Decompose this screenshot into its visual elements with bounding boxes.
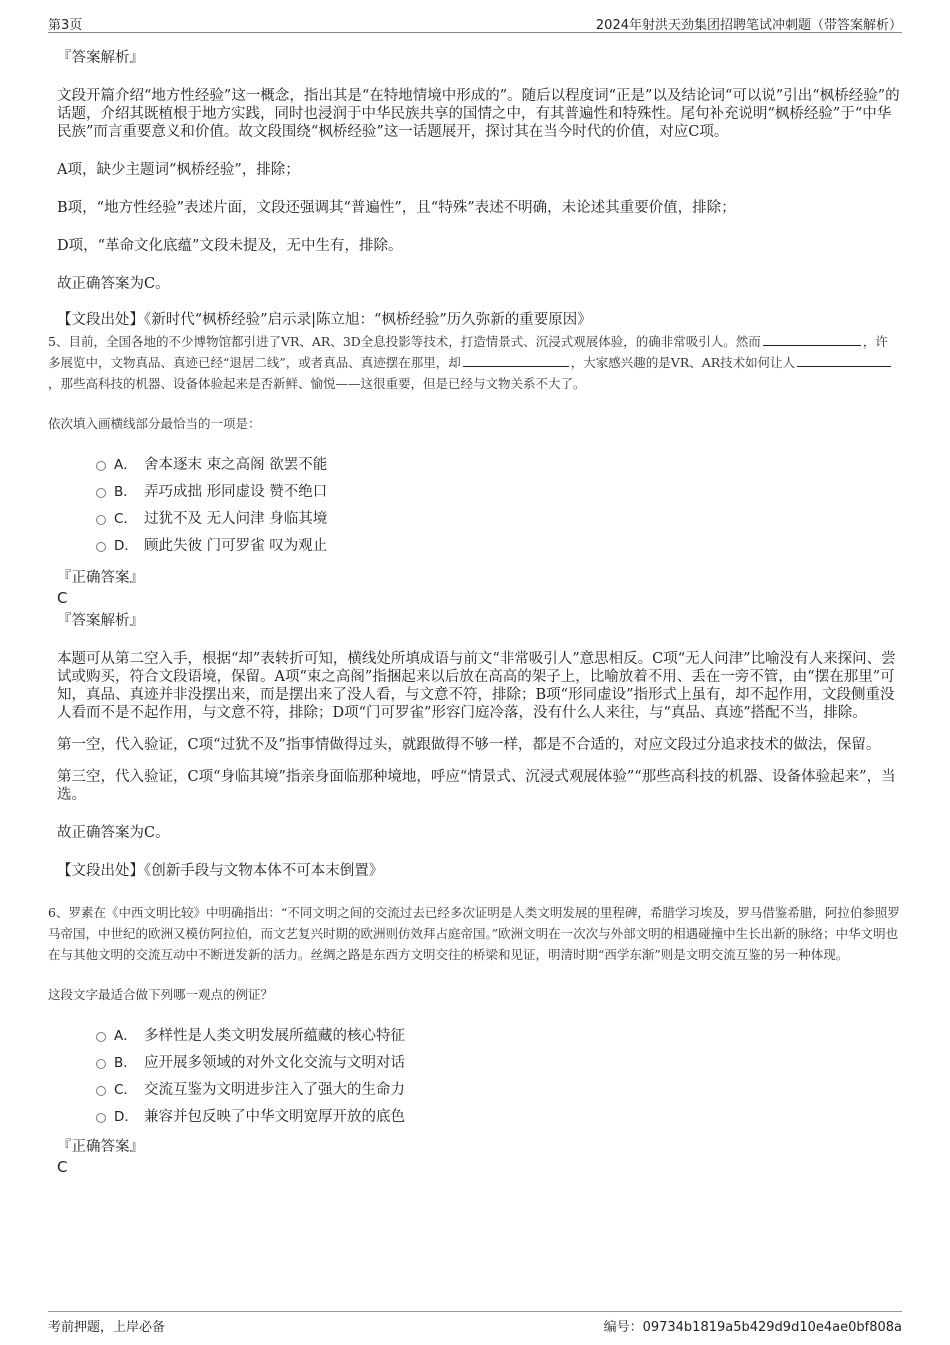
radio-icon[interactable] (96, 1086, 106, 1096)
option-key: A． (114, 457, 137, 473)
question-text-part: 5、目前，全国各地的不少博物馆都引进了VR、AR、3D全息投影等技术，打造情景式、沉浸式观展体验，的确非常吸引人。然而 (48, 334, 761, 349)
option-text: 舍本逐末 束之高阁 欲罢不能 (144, 457, 328, 473)
question-text (48, 331, 900, 394)
question-6 (48, 902, 900, 1176)
page-header (48, 12, 902, 33)
radio-icon[interactable] (96, 461, 106, 471)
option-d[interactable] (96, 533, 900, 560)
option-text: 应开展多领域的对外文化交流与文明对话 (144, 1055, 405, 1071)
option-text: 兼容并包反映了中华文明宽厚开放的底色 (144, 1109, 405, 1125)
correct-answer-label: 『正确答案』 (57, 1139, 144, 1155)
source-citation: 【文段出处】《创新手段与文物本体不可本末倒置》 (57, 863, 384, 879)
option-c[interactable] (96, 506, 900, 533)
option-key: D． (114, 1109, 138, 1125)
option-key: B． (114, 484, 137, 500)
option-text: 弄巧成拙 形同虚设 赞不绝口 (144, 484, 328, 500)
document-title: 2024年射洪天劲集团招聘笔试冲刺题（带答案解析） (595, 18, 902, 33)
footer-slogan: 考前押题，上岸必备 (48, 1320, 166, 1335)
analysis-paragraph: 第一空，代入验证，C项“过犹不及”指事情做得过头，就跟做得不够一样，都是不合适的，对应文段过分追求技术的做法，保留。 (57, 737, 881, 753)
analysis-paragraph: A项，缺少主题词“枫桥经验”，排除； (57, 162, 300, 178)
option-list (96, 1023, 900, 1131)
question-text-part: ，那些高科技的机器、设备体验起来是否新鲜、愉悦——这很重要，但是已经与文物关系不大了。 (48, 376, 586, 391)
analysis-paragraph: 文段开篇介绍“地方性经验”这一概念，指出其是“在特地情境中形成的”。随后以程度词“正是”以及结论词“可以说”引出“枫桥经验”的话题，介绍其既植根于地方实践，同时也浸润于中华民族共享的国情之中，有其普遍性和特殊性。尾句补充说明“枫桥经验”于“中华民族”而言重要意义和价值。故文段围绕“枫桥经验”这一话题展开，探讨其在当今时代的价值，对应C项。 (57, 88, 900, 140)
option-text: 过犹不及 无人问津 身临其境 (144, 511, 328, 527)
option-list (96, 452, 900, 560)
radio-icon[interactable] (96, 515, 106, 525)
question-text-part: ，大家感兴趣的是VR、AR技术如何让人 (570, 355, 796, 370)
question-prompt: 这段文字最适合做下列哪一观点的例证？ (48, 987, 274, 1002)
option-c[interactable] (96, 1077, 900, 1104)
correct-answer: C (57, 589, 68, 607)
option-text: 多样性是人类文明发展所蕴藏的核心特征 (144, 1028, 405, 1044)
page-number: 第3页 (48, 18, 83, 33)
analysis-paragraph: 第三空，代入验证，C项“身临其境”指亲身面临那种境地，呼应“情景式、沉浸式观展体验”“那些高科技的机器、设备体验起来”，当选。 (57, 769, 896, 803)
option-key: C． (114, 511, 137, 527)
analysis-paragraph: D项，“革命文化底蕴”文段未提及，无中生有，排除。 (57, 238, 403, 254)
analysis-label: 『答案解析』 (57, 50, 144, 66)
radio-icon[interactable] (96, 542, 106, 552)
option-key: C． (114, 1082, 137, 1098)
option-a[interactable] (96, 452, 900, 479)
document-id: 编号：09734b1819a5b429d9d10e4ae0bf808a (603, 1320, 902, 1335)
fill-blank-1 (763, 333, 861, 346)
correct-answer: C (57, 1158, 68, 1176)
question-prompt: 依次填入画横线部分最恰当的一项是： (48, 416, 261, 431)
option-d[interactable] (96, 1104, 900, 1131)
option-text: 顾此失彼 门可罗雀 叹为观止 (144, 538, 328, 554)
question-text-part: ，许多展览中，文物真品、真迹已经“退居二线”，或者真品、真迹摆在那里，却 (48, 334, 888, 370)
question-text: 6、罗素在《中西文明比较》中明确指出：“不同文明之间的交流过去已经多次证明是人类文明发展的里程碑，希腊学习埃及，罗马借鉴希腊，阿拉伯参照罗马帝国，中世纪的欧洲又模仿阿拉伯，而文艺复兴时期的欧洲则仿效拜占庭帝国。”欧洲文明在一次次与外部文明的相遇碰撞中生长出新的脉络；中华文明也在与其他文明的交流互动中不断迸发新的活力。丝绸之路是东西方文明交往的桥梁和见证，明清时期“西学东渐”则是文明交流互鉴的另一种体现。 (48, 905, 900, 962)
question-5 (48, 331, 900, 880)
option-key: D． (114, 538, 138, 554)
option-b[interactable] (96, 1050, 900, 1077)
radio-icon[interactable] (96, 488, 106, 498)
analysis-label: 『答案解析』 (57, 613, 144, 629)
source-citation: 【文段出处】《新时代“枫桥经验”启示录|陈立旭：“枫桥经验”历久弥新的重要原因》 (57, 312, 592, 328)
option-key: B． (114, 1055, 137, 1071)
page-content (48, 38, 900, 1176)
option-key: A． (114, 1028, 137, 1044)
answer-analysis-section-prev (48, 46, 900, 329)
analysis-paragraph: B项，“地方性经验”表述片面，文段还强调其“普遍性”，且“特殊”表述不明确，未论述其重要价值，排除； (57, 200, 736, 216)
option-a[interactable] (96, 1023, 900, 1050)
analysis-paragraph: 故正确答案为C。 (57, 825, 170, 841)
analysis-paragraph: 故正确答案为C。 (57, 276, 170, 292)
fill-blank-3 (797, 354, 891, 367)
radio-icon[interactable] (96, 1113, 106, 1123)
page-footer (48, 1311, 902, 1336)
radio-icon[interactable] (96, 1059, 106, 1069)
fill-blank-2 (463, 354, 569, 367)
radio-icon[interactable] (96, 1032, 106, 1042)
correct-answer-label: 『正确答案』 (57, 570, 144, 586)
option-text: 交流互鉴为文明进步注入了强大的生命力 (144, 1082, 405, 1098)
option-b[interactable] (96, 479, 900, 506)
analysis-paragraph: 本题可从第二空入手，根据“却”表转折可知，横线处所填成语与前文“非常吸引人”意思相反。C项“无人问津”比喻没有人来探问、尝试或购买，符合文段语境，保留。A项“束之高阁”指捆起来以后放在高高的架子上，比喻放着不用、丢在一旁不管，由“摆在那里”可知，真品、真迹并非没摆出来，而是摆出来了没人看，与文意不符，排除；B项“形同虚设”指形式上虽有，却不起作用，文段侧重没人看而不是不起作用，与文意不符，排除；D项“门可罗雀”形容门庭冷落，没有什么人来往，与“真品、真迹”搭配不当，排除。 (57, 651, 896, 721)
